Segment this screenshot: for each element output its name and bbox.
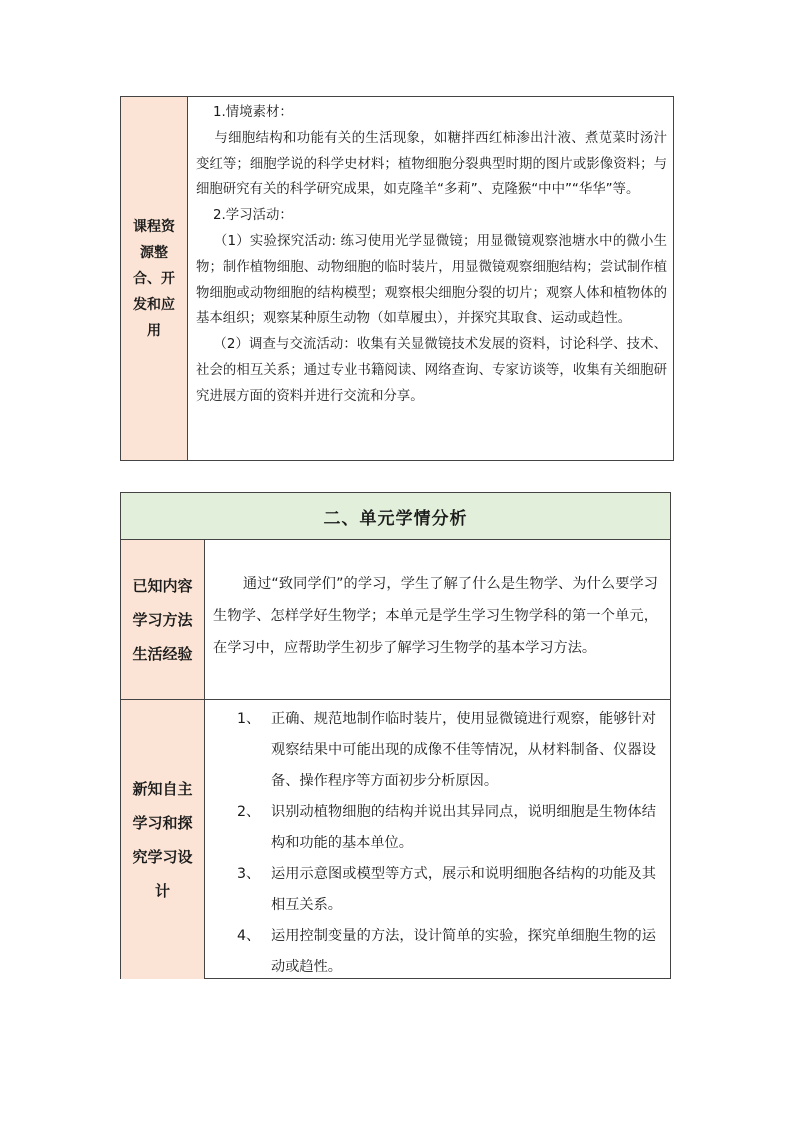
learning-analysis-table xyxy=(120,492,671,979)
table-row xyxy=(121,700,670,979)
row-label: 新知自主学习和探究学习设计 xyxy=(132,779,193,900)
prior-knowledge-text: 通过“致同学们”的学习，学生了解了什么是生物学、为什么要学习生物学、怎样学好生物学；本单元是学生学习生物学科的第一个单元，在学习中，应帮助学生初步了解学习生物学的基本学习方法。 xyxy=(213,576,658,656)
list-item-text: 运用示意图或模型等方式，展示和说明细胞各结构的功能及其相互关系。 xyxy=(271,866,656,913)
table-row xyxy=(121,540,670,700)
resources-paragraph: 与细胞结构和功能有关的生活现象，如糖拌西红柿渗出汁液、煮苋菜时汤汁变红等；细胞学说的科学史材料；植物细胞分裂典型时期的图片或影像资料；与细胞研究有关的科学研究成果，如克隆羊“多莉”、克隆猴“中中”“华华”等。 xyxy=(196,130,667,198)
resources-table xyxy=(120,96,674,461)
list-item xyxy=(237,859,656,921)
row-label-cell xyxy=(121,700,205,979)
list-item xyxy=(237,797,656,859)
resources-paragraph: 1.情境素材： xyxy=(196,105,293,120)
resources-label-cell xyxy=(121,97,188,460)
row-content xyxy=(205,540,670,699)
resources-content xyxy=(188,97,673,460)
list-item-number: 4、 xyxy=(237,928,261,944)
resources-paragraph: （2）调查与交流活动：收集有关显微镜技术发展的资料，讨论科学、技术、社会的相互关系；通过专业书籍阅读、网络查询、专家访谈等，收集有关细胞研究进展方面的资料并进行交流和分享。 xyxy=(196,337,667,404)
list-item-number: 3、 xyxy=(237,866,261,882)
list-item-text: 运用控制变量的方法，设计简单的实验，探究单细胞生物的运动或趋性。 xyxy=(271,928,656,975)
list-item-number: 1、 xyxy=(237,711,261,727)
list-item-number: 2、 xyxy=(237,804,261,820)
section-title: 二、单元学情分析 xyxy=(121,493,670,540)
row-content xyxy=(205,700,670,979)
list-item xyxy=(237,921,656,983)
resources-paragraph: （1）实验探究活动: 练习使用光学显微镜；用显微镜观察池塘水中的微小生物；制作植物细胞、动物细胞的临时装片，用显微镜观察细胞结构；尝试制作植物细胞或动物细胞的结构模型；观察根尖细胞分裂的切片；观察人体和植物体的基本组织；观察某种原生动物（如草履虫），并探究其取食、运动或趋性。 xyxy=(196,233,667,327)
resources-label: 课程资源整合、开发和应用 xyxy=(133,218,175,339)
row-label-cell xyxy=(121,540,205,699)
resources-paragraph: 2.学习活动： xyxy=(196,208,293,224)
row-label: 已知内容学习方法生活经验 xyxy=(132,576,193,663)
list-item xyxy=(237,704,656,797)
list-item-text: 识别动植物细胞的结构并说出其异同点，说明细胞是生物体结构和功能的基本单位。 xyxy=(271,804,656,851)
list-item-text: 正确、规范地制作临时装片，使用显微镜进行观察，能够针对观察结果中可能出现的成像不佳等情况，从材料制备、仪器设备、操作程序等方面初步分析原因。 xyxy=(271,711,656,789)
